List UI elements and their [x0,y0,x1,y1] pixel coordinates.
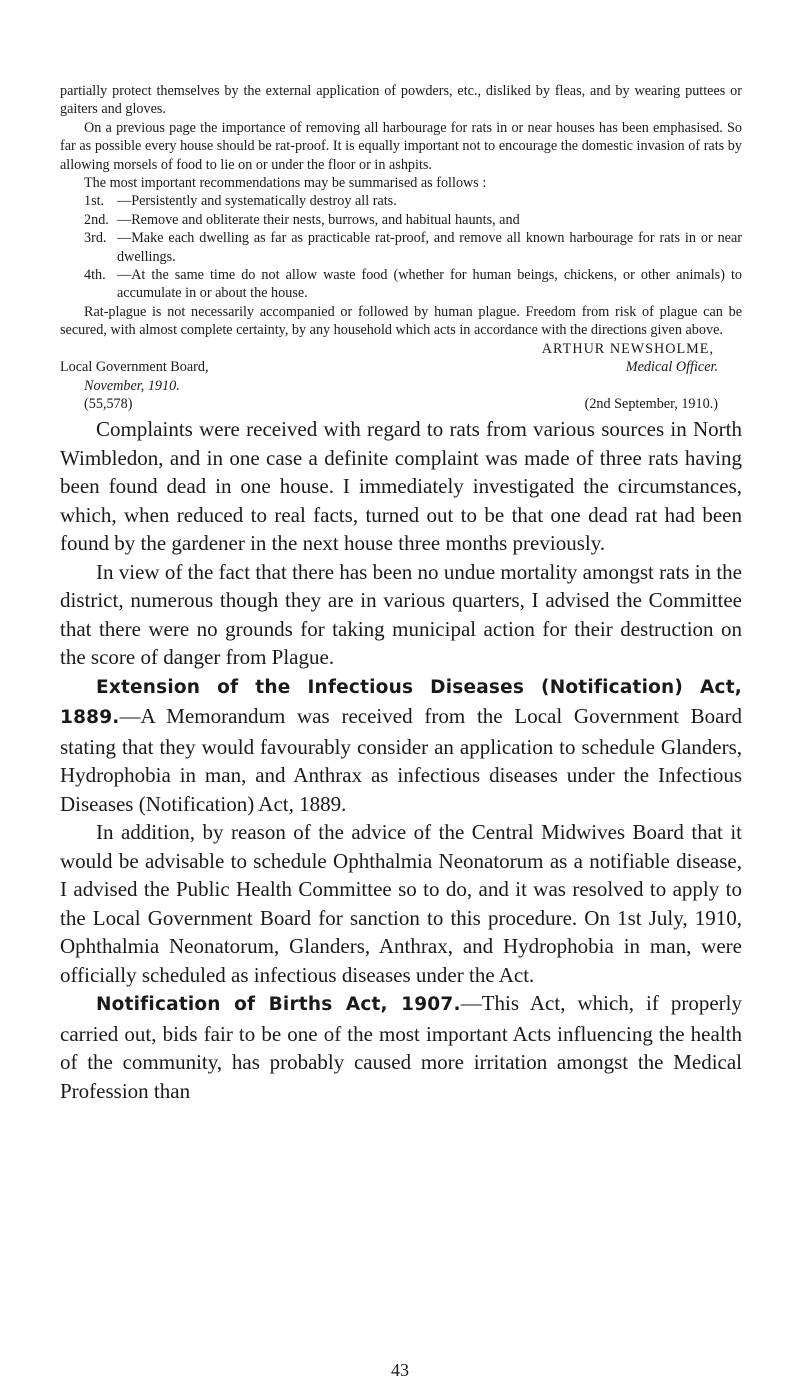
signatory-role: Medical Officer. [625,359,718,376]
recommendation-number: 3rd. [84,230,107,247]
recommendation-number: 4th. [84,267,106,284]
memo-line: The most important recommendations may be summarised as follows : [84,175,487,192]
section-heading: Notification of Births Act, 1907. [96,994,461,1016]
recommendation-text: —At the same time do not allow waste food (whether for human beings, chickens, or other animals) to accumulate in or about the house. [117,267,742,302]
recommendation-item [60,211,742,229]
report-paragraph: Complaints were received with regard to rats from various sources in North Wimbledon, and in one case a definite complaint was made of three rats having been found dead in one house. I immediately investigated the circumstances, which, when reduced to real facts, turned out to be that one dead rat had been found by the gardener in the next house three months previously. [60,417,742,556]
report-paragraph-text: —This Act, which, if properly carried out, bids fair to be one of the most important Acts influencing the health of the community, has probably caused more irritation amongst the Medical Profession than [60,991,742,1103]
recommendation-item [60,266,742,303]
memorandum-section [60,82,742,413]
report-paragraph-text: —A Memorandum was received from the Local Government Board stating that they would favourably consider an application to schedule Glanders, Hydrophobia in man, and Anthrax as infectious diseases under the Infectious Diseases (Notification) Act, 1889. [60,704,742,816]
recommendation-item [60,192,742,210]
board-name: Local Government Board, [60,359,209,376]
report-paragraph [60,672,742,819]
memo-closing: Rat-plague is not necessarily accompanied or followed by human plague. Freedom from risk of plague can be secured, with almost complete certainty, by any household which acts in accordance with the directions given above. [60,303,742,339]
page-number: 43 [391,1360,409,1380]
memo-reference-date: (2nd September, 1910.) [584,395,718,412]
signatory-row [60,340,742,358]
report-section [60,415,742,1105]
section-heading: Extension of the Infectious Diseases (Notification) Act, 1889. [60,676,742,729]
memo-line: On a previous page the importance of removing all harbourage for rats in or near houses has been emphasised. So far as possible every house should be rat-proof. It is equally important not to encourage the domestic invasion of rats by allowing morsels of food to lie on or under the floor or in ashpits. [60,119,742,173]
report-paragraph: In view of the fact that there has been no undue mortality amongst rats in the district, numerous though they are in various quarters, I advised the Committee that there were no grounds for taking municipal action for their destruction on the score of danger from Plague. [60,559,742,670]
recommendation-text: —Persistently and systematically destroy all rats. [117,193,397,210]
memo-reference: (55,578) [84,395,133,412]
recommendation-item [60,229,742,266]
page-body [60,82,742,1105]
report-paragraph: In addition, by reason of the advice of the Central Midwives Board that it would be advisable to schedule Ophthalmia Neonatorum as a notifiable disease, I advised the Public Health Committee so to do, and it was resolved to apply to the Local Government Board for sanction to this procedure. On 1st July, 1910, Ophthalmia Neonatorum, Glanders, Anthrax, and Hydrophobia in man, were officially scheduled as infectious diseases under the Act. [60,820,742,987]
signatory-name: ARTHUR NEWSHOLME, [541,340,714,357]
recommendation-number: 2nd. [84,211,109,228]
reference-row [60,395,742,413]
board-row [60,358,742,376]
memo-line: partially protect themselves by the external application of powders, etc., disliked by fleas, and by wearing puttees or gaiters and gloves. [60,83,742,118]
recommendation-text: —Make each dwelling as far as practicable rat-proof, and remove all known harbourage for rats in or near dwellings. [117,230,742,265]
recommendation-text: —Remove and obliterate their nests, burrows, and habitual haunts, and [117,211,520,228]
report-paragraph [60,989,742,1105]
recommendation-number: 1st. [84,193,105,210]
memo-date: November, 1910. [84,377,180,394]
